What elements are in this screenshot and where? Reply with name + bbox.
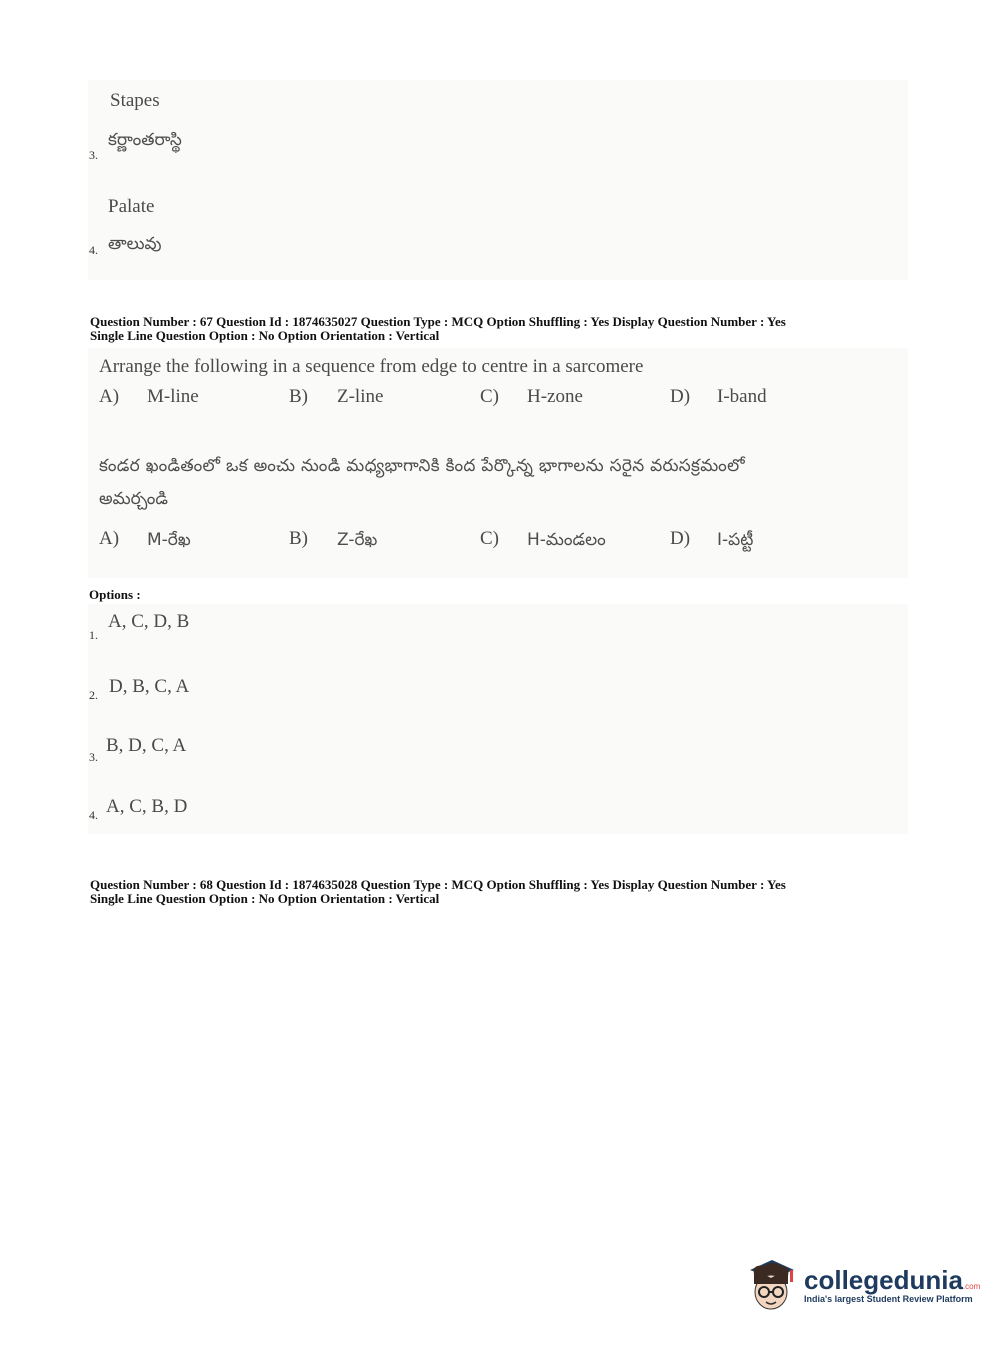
- q67-option-3-text[interactable]: B, D, C, A: [106, 735, 187, 756]
- prev-option-3-english: Stapes: [110, 90, 160, 111]
- q67-item-b-letter: B): [289, 386, 308, 407]
- q67-item-d-letter: D): [670, 386, 691, 407]
- q67-item-c-letter: C): [480, 386, 499, 407]
- q67-question-english: Arrange the following in a sequence from edge to centre in a sarcomere: [99, 356, 644, 377]
- q67-item-d-text: I-band: [717, 386, 767, 407]
- q67-options-label: Options :: [89, 587, 141, 602]
- q67-question-telugu-line1: కండర ఖండితంలో ఒక అంచు నుండి మధ్యభాగానికి కింద పేర్కొన్న భాగాలను సరైన వరుసక్రమంలో: [99, 456, 745, 476]
- q67-options-scan: [88, 604, 908, 834]
- collegedunia-logo[interactable]: [742, 1250, 981, 1320]
- prev-option-4-telugu: తాలువు: [108, 234, 162, 254]
- q67-option-2-number: 2.: [89, 688, 98, 702]
- logo-brand-line: [804, 1266, 980, 1294]
- q67-te-item-b-text: Z-రేఖ: [337, 530, 378, 550]
- prev-option-3-telugu: కర్ణాంతరాస్థి: [108, 130, 182, 150]
- logo-tagline: India's largest Student Review Platform: [804, 1294, 973, 1304]
- q67-option-2-text[interactable]: D, B, C, A: [109, 676, 190, 697]
- prev-option-4-number: 4.: [89, 243, 98, 257]
- q67-te-item-d-text: I-పట్టీ: [717, 530, 754, 550]
- q67-meta-line1: Question Number : 67 Question Id : 1874635027 Question Type : MCQ Option Shuffling : Yes Display Question Number : Yes: [90, 314, 786, 329]
- logo-brand-suffix: .com: [962, 1282, 981, 1291]
- q67-option-4-text[interactable]: A, C, B, D: [106, 796, 188, 817]
- q67-item-b-text: Z-line: [337, 386, 384, 407]
- q68-meta-line2: Single Line Question Option : No Option Orientation : Vertical: [90, 891, 440, 906]
- q67-item-c-text: H-zone: [527, 386, 583, 407]
- prev-option-4-english: Palate: [108, 196, 155, 217]
- q67-meta-line2: Single Line Question Option : No Option Orientation : Vertical: [90, 328, 440, 343]
- q67-item-a-letter: A): [99, 386, 120, 407]
- logo-brand-name: collegedunia: [804, 1265, 963, 1295]
- q67-te-item-d-letter: D): [670, 528, 691, 549]
- prev-option-3-number: 3.: [89, 148, 98, 162]
- q67-question-telugu-line2: అమర్చండి: [99, 489, 168, 509]
- prev-options-scan: [88, 80, 908, 280]
- q67-te-item-b-letter: B): [289, 528, 308, 549]
- q67-te-item-c-letter: C): [480, 528, 499, 549]
- q67-te-item-a-text: M-రేఖ: [147, 530, 191, 550]
- q67-option-3-number: 3.: [89, 750, 98, 764]
- q67-te-item-a-letter: A): [99, 528, 120, 549]
- q67-option-4-number: 4.: [89, 808, 98, 822]
- logo-text-block: [804, 1266, 980, 1304]
- q67-option-1-text[interactable]: A, C, D, B: [108, 611, 190, 632]
- q67-items-english: [99, 386, 819, 412]
- q67-items-telugu: [99, 528, 819, 554]
- student-mascot-icon: [742, 1254, 800, 1316]
- q67-te-item-c-text: H-మండలం: [527, 530, 606, 550]
- q67-option-1-number: 1.: [89, 628, 98, 642]
- q67-item-a-text: M-line: [147, 386, 199, 407]
- q68-meta-line1: Question Number : 68 Question Id : 1874635028 Question Type : MCQ Option Shuffling : Yes Display Question Number : Yes: [90, 877, 786, 892]
